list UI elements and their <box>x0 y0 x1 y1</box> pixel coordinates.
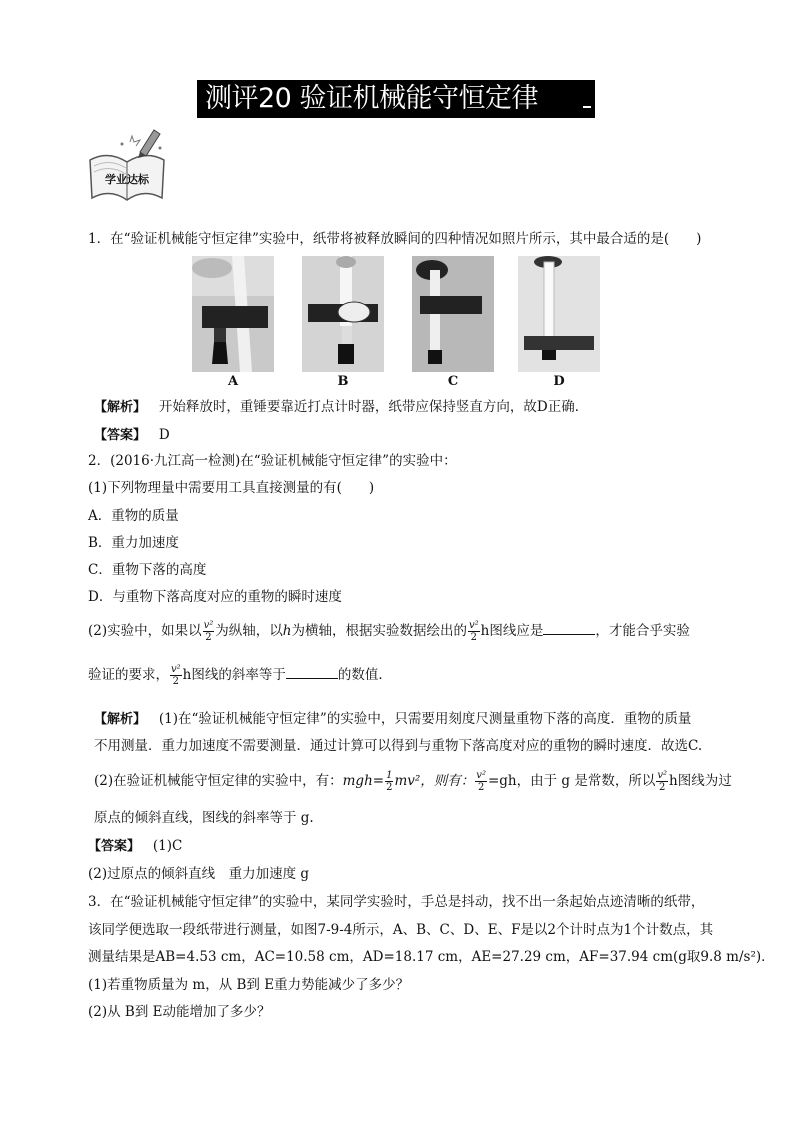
q2-part2-line1: (2)实验中，如果以 $\frac{\text{v²}}{2}$ 为纵轴，以h为横轴，根据实验数据绘出的 $\frac{\text{v²}}{2}$ h图线应是 ，才能合乎实验 <box>88 620 690 643</box>
photo-a <box>192 256 274 372</box>
q2-analysis-3: (2)在验证机械能守恒定律的实验中，有：mgh= $\frac{1}{2}$ mv²，则有： $\frac{\text{v²}}{2}$ =gh，由于 g 是常数，所以 $\frac{\text{v²}}{2}$ h图线为过 <box>94 770 732 793</box>
blank-2 <box>286 666 338 679</box>
q2-answer-2: (2)过原点的倾斜直线 重力加速度 g <box>88 866 310 882</box>
photo-d <box>518 256 600 372</box>
blank-1 <box>543 622 595 635</box>
answer-text: D <box>158 427 170 443</box>
book-pencil-icon <box>86 126 168 210</box>
option-b: B．重力加速度 <box>88 535 179 551</box>
q1-answer <box>94 425 170 446</box>
badge-label: 学业达标 <box>105 173 149 186</box>
analysis-label: 【解析】 <box>94 400 147 415</box>
option-d: D．与重物下落高度对应的重物的瞬时速度 <box>88 589 342 605</box>
fraction-v2-over-2: $\frac{\text{v²}}{2}$ <box>171 664 181 687</box>
option-a: A．重物的质量 <box>88 508 179 524</box>
analysis-label: 【解析】 <box>94 712 147 727</box>
fraction-v2-over-2: $\frac{\text{v²}}{2}$ <box>476 770 486 793</box>
q3-line-5: (2)从 B到 E动能增加了多少？ <box>88 1004 271 1020</box>
q2-analysis-2: 不用测量．重力加速度不需要测量．通过计算可以得到与重物下落高度对应的重物的瞬时速度．故选C. <box>94 738 703 754</box>
caption-b: B <box>337 374 349 389</box>
option-c: C．重物下落的高度 <box>88 562 207 578</box>
q2-analysis-4: 原点的倾斜直线，图线的斜率等于 g. <box>94 810 314 826</box>
q1-stem: 1．在“验证机械能守恒定律”实验中，纸带将被释放瞬间的四种情况如照片所示，其中最合适的是( ) <box>88 231 702 247</box>
page-title: 测评20 验证机械能守恒定律 <box>197 80 595 118</box>
fraction-v2-over-2: $\frac{\text{v²}}{2}$ <box>469 620 479 643</box>
q3-line-1: 3．在“验证机械能守恒定律”的实验中，某同学实验时，手总是抖动，找不出一条起始点迹清晰的纸带， <box>88 894 705 910</box>
q2-answer-1: 【答案】 (1)C <box>88 838 183 854</box>
fraction-1-over-2: $\frac{1}{2}$ <box>386 770 393 793</box>
analysis-text: 开始释放时，重锤要靠近打点计时器，纸带应保持竖直方向，故D正确． <box>158 399 589 415</box>
q2-part1: (1)下列物理量中需要用工具直接测量的有( ) <box>88 480 375 496</box>
fraction-v2-over-2: $\frac{\text{v²}}{2}$ <box>203 620 214 643</box>
photo-b <box>302 256 384 372</box>
q2-analysis-1: 【解析】 (1)在“验证机械能守恒定律”的实验中，只需要用刻度尺测量重物下落的高度．重物的质量 <box>94 711 692 727</box>
q1-analysis <box>94 397 588 418</box>
caption-d: D <box>553 374 565 389</box>
caption-a: A <box>227 374 239 389</box>
q3-line-2: 该同学便选取一段纸带进行测量，如图7-9-4所示，A、B、C、D、E、F是以2个计时点为1个计数点，其 <box>88 922 714 938</box>
q3-line-4: (1)若重物质量为 m，从 B到 E重力势能减少了多少？ <box>88 977 410 993</box>
photo-c <box>412 256 494 372</box>
answer-label: 【答案】 <box>94 428 147 443</box>
q3-line-3: 测量结果是AB=4.53 cm，AC=10.58 cm，AD=18.17 cm，AE=27.29 cm，AF=37.94 cm(g取9.8 m/s²)． <box>88 949 775 965</box>
caption-c: C <box>447 374 459 389</box>
fraction-v2-over-2: $\frac{\text{v²}}{2}$ <box>657 770 668 793</box>
q2-stem: 2．(2016·九江高一检测)在“验证机械能守恒定律”的实验中： <box>88 453 457 469</box>
q2-part2-line2: 验证的要求， $\frac{\text{v²}}{2}$ h图线的斜率等于 的数值． <box>88 664 392 687</box>
answer-label: 【答案】 <box>88 839 141 854</box>
